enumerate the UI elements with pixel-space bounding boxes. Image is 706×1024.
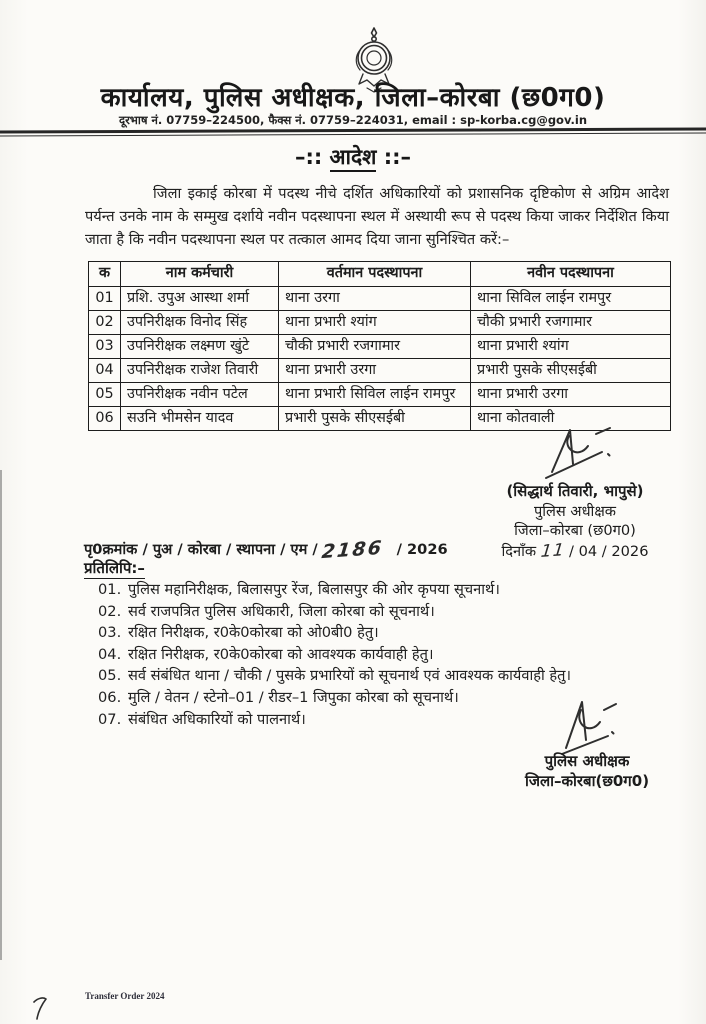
item-number: 03.	[98, 624, 122, 642]
contact-line: दूरभाष नं. 07759–224500, फैक्स नं. 07759–224031, email : sp-korba.cg@gov.in	[118, 113, 588, 127]
item-number: 04.	[98, 645, 122, 663]
cell-serial: 03	[89, 335, 121, 359]
cell-current-posting: थाना प्रभारी श्यांग	[279, 311, 471, 335]
cell-employee: उपनिरीक्षक नवीन पटेल	[121, 383, 279, 407]
item-number: 02.	[98, 602, 122, 620]
table-row	[89, 383, 671, 407]
reference-prefix: पृ0क्रमांक / पुअ / कोरबा / स्थापना / एम /	[84, 541, 318, 558]
date-rest: / 04 / 2026	[569, 542, 649, 560]
cell-new-posting: प्रभारी पुसके सीएसईबी	[471, 359, 671, 383]
cell-serial: 01	[89, 287, 121, 311]
signatory-block	[468, 482, 682, 561]
list-item	[98, 622, 672, 644]
header-divider	[0, 127, 706, 136]
signatory-name: (सिद्धार्थ तिवारी, भापुसे)	[506, 482, 644, 500]
pen-mark-icon	[30, 994, 52, 1024]
transfer-postings-table	[88, 261, 671, 431]
cell-serial: 06	[89, 407, 121, 431]
order-title	[0, 143, 706, 171]
order-title-prefix: –::	[294, 145, 330, 169]
cell-current-posting: थाना प्रभारी सिविल लाईन रामपुर	[279, 383, 471, 407]
item-text: संबंधित अधिकारियों को पालनार्थ।	[128, 710, 306, 728]
cell-current-posting: थाना प्रभारी उरगा	[279, 359, 471, 383]
cell-employee: उपनिरीक्षक लक्ष्मण खुंटे	[121, 335, 279, 359]
order-date-line	[468, 539, 682, 562]
cell-current-posting: प्रभारी पुसके सीएसईबी	[279, 407, 471, 431]
cell-employee: प्रशि. उपुअ आस्था शर्मा	[121, 287, 279, 311]
item-text: मुलि / वेतन / स्टेनो–01 / रीडर–1 जिपुका कोरबा को सूचनार्थ।	[128, 688, 459, 706]
item-number: 06.	[98, 688, 122, 706]
item-text: पुलिस महानिरीक्षक, बिलासपुर रेंज, बिलासपुर की ओर कृपया सूचनार्थ।	[128, 581, 500, 598]
cell-current-posting: थाना उरगा	[279, 287, 471, 311]
item-number: 07.	[98, 710, 122, 728]
signature-scribble-icon	[538, 424, 622, 486]
cell-new-posting: थाना प्रभारी श्यांग	[471, 335, 671, 359]
list-item	[98, 579, 672, 601]
cell-employee: उपनिरीक्षक राजेश तिवारी	[121, 359, 279, 383]
footer-signatory-block	[492, 751, 682, 791]
office-title: कार्यालय, पुलिस अधीक्षक, जिला–कोरबा (छ0ग0)	[100, 83, 606, 113]
handwritten-date-day: 11	[539, 539, 566, 562]
signatory-district: जिला–कोरबा (छ0ग0)	[514, 522, 636, 539]
footer-signatory-designation: पुलिस अधीक्षक	[544, 752, 630, 770]
item-text: रक्षित निरीक्षक, र0के0कोरबा को ओ0बी0 हेतु।	[128, 624, 379, 642]
item-text: रक्षित निरीक्षक, र0के0कोरबा को आवश्यक कार्यवाही हेतु।	[128, 645, 434, 663]
cell-new-posting: थाना सिविल लाईन रामपुर	[471, 287, 671, 311]
list-item	[98, 644, 672, 666]
cell-serial: 05	[89, 383, 121, 407]
date-label: दिनाँक	[501, 542, 537, 560]
copies-heading: प्रतिलिपि:–	[84, 559, 145, 577]
order-title-word: आदेश	[330, 145, 377, 172]
table-row	[89, 311, 671, 335]
cell-new-posting: थाना कोतवाली	[471, 407, 671, 431]
cell-new-posting: चौकी प्रभारी रजगामार	[471, 311, 671, 335]
list-item	[98, 601, 672, 623]
cell-employee: उपनिरीक्षक विनोद सिंह	[121, 311, 279, 335]
cell-employee: सउनि भीमसेन यादव	[121, 407, 279, 431]
footer-signatory-district: जिला–कोरबा(छ0ग0)	[524, 772, 650, 790]
item-number: 01.	[98, 581, 122, 598]
order-body-paragraph: जिला इकाई कोरबा में पदस्थ नीचे दर्शित अधिकारियों को प्रशासनिक दृष्टिकोण से अग्रिम आदेश पर्यन्त उनके नाम के सम्मुख दर्शाये नवीन पदस्थापना स्थल में अस्थायी रूप से पदस्थ किया जाकर निर्देशित किया जाता है कि नवीन पदस्थापना स्थल पर तत्काल आमद दिया जाना सुनिश्चित करें:–	[85, 185, 669, 248]
item-number: 05.	[98, 667, 122, 685]
signatory-designation: पुलिस अधीक्षक	[533, 502, 617, 520]
reference-suffix: / 2026	[396, 541, 448, 558]
scan-edge-artifact	[0, 470, 2, 960]
handwritten-reference-number: 2186	[320, 536, 385, 564]
table-row	[89, 359, 671, 383]
item-text: सर्व राजपत्रित पुलिस अधिकारी, जिला कोरबा को सूचनार्थ।	[128, 602, 435, 620]
cell-current-posting: चौकी प्रभारी रजगामार	[279, 335, 471, 359]
table-header-row	[89, 262, 671, 287]
col-header-new-posting: नवीन पदस्थापना	[471, 262, 671, 287]
col-header-serial: क	[89, 262, 121, 287]
footer-note: Transfer Order 2024	[85, 991, 165, 1001]
list-item	[98, 665, 672, 687]
item-text: सर्व संबंधित थाना / चौकी / पुसके प्रभारियों को सूचनार्थ एवं आवश्यक कार्यवाही हेतु।	[128, 667, 571, 685]
order-title-suffix: ::–	[376, 145, 412, 169]
cell-serial: 04	[89, 359, 121, 383]
table-row	[89, 287, 671, 311]
col-header-employee: नाम कर्मचारी	[121, 262, 279, 287]
table-row	[89, 335, 671, 359]
cell-new-posting: थाना प्रभारी उरगा	[471, 383, 671, 407]
cell-serial: 02	[89, 311, 121, 335]
col-header-current-posting: वर्तमान पदस्थापना	[279, 262, 471, 287]
